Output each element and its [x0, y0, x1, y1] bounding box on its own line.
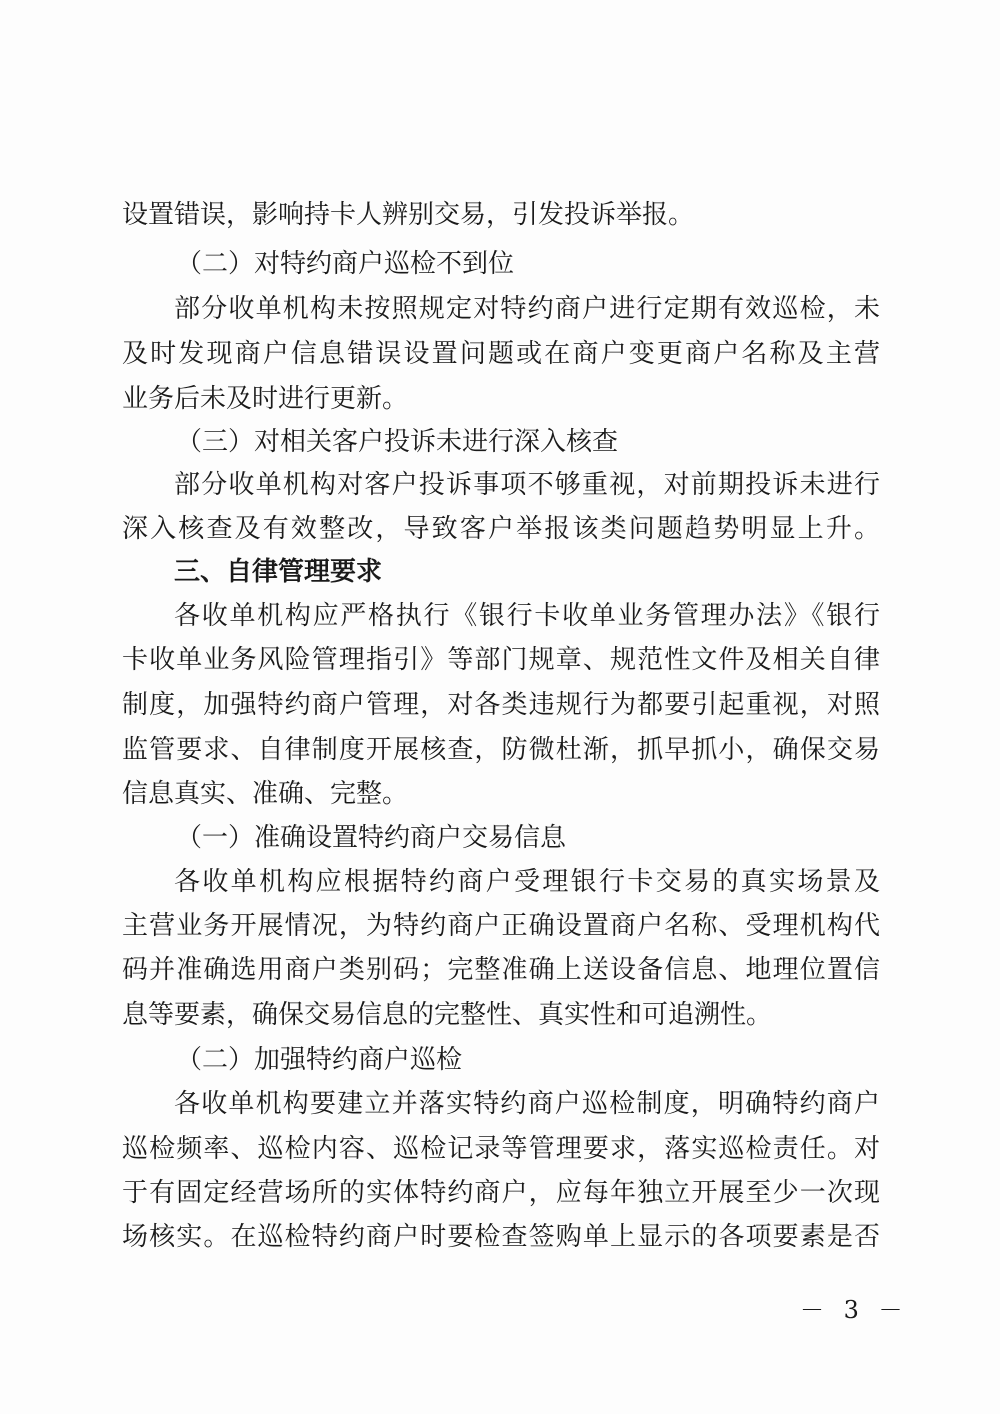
subheading: （二）对特约商户巡检不到位 [176, 249, 515, 279]
paragraph-line: 码并准确选用商户类别码；完整准确上送设备信息、地理位置信 [122, 955, 880, 985]
paragraph-line: 业务后未及时进行更新。 [122, 384, 409, 414]
paragraph-line: 各收单机构应严格执行《银行卡收单业务管理办法》《银行 [174, 601, 880, 631]
subheading: （一）准确设置特约商户交易信息 [176, 823, 567, 853]
paragraph-line: 卡收单业务风险管理指引》等部门规章、规范性文件及相关自律 [122, 645, 880, 675]
paragraph-line: 制度，加强特约商户管理，对各类违规行为都要引起重视，对照 [122, 690, 880, 720]
paragraph-line: 监管要求、自律制度开展核查，防微杜渐，抓早抓小，确保交易 [122, 735, 880, 765]
paragraph-line: 深入核查及有效整改，导致客户举报该类问题趋势明显上升。 [122, 514, 880, 544]
subheading: （二）加强特约商户巡检 [176, 1045, 463, 1075]
paragraph-line: 息等要素，确保交易信息的完整性、真实性和可追溯性。 [122, 1000, 773, 1030]
paragraph-line: 巡检频率、巡检内容、巡检记录等管理要求，落实巡检责任。对 [122, 1134, 880, 1164]
paragraph-line: 主营业务开展情况，为特约商户正确设置商户名称、受理机构代 [122, 911, 880, 941]
paragraph-line: 各收单机构应根据特约商户受理银行卡交易的真实场景及 [174, 867, 880, 897]
paragraph-line: 及时发现商户信息错误设置问题或在商户变更商户名称及主营 [122, 339, 880, 369]
paragraph-line: 部分收单机构对客户投诉事项不够重视，对前期投诉未进行 [174, 470, 880, 500]
page-number: － 3 － [800, 1296, 909, 1324]
paragraph-line: 于有固定经营场所的实体特约商户，应每年独立开展至少一次现 [122, 1178, 880, 1208]
paragraph-line: 设置错误，影响持卡人辨别交易，引发投诉举报。 [122, 200, 695, 230]
paragraph-line: 部分收单机构未按照规定对特约商户进行定期有效巡检，未 [174, 294, 880, 324]
section-heading: 三、自律管理要求 [174, 557, 383, 587]
subheading: （三）对相关客户投诉未进行深入核查 [176, 427, 619, 457]
paragraph-line: 信息真实、准确、完整。 [122, 779, 409, 809]
paragraph-line: 场核实。在巡检特约商户时要检查签购单上显示的各项要素是否 [122, 1222, 880, 1252]
paragraph-line: 各收单机构要建立并落实特约商户巡检制度，明确特约商户 [174, 1089, 880, 1119]
